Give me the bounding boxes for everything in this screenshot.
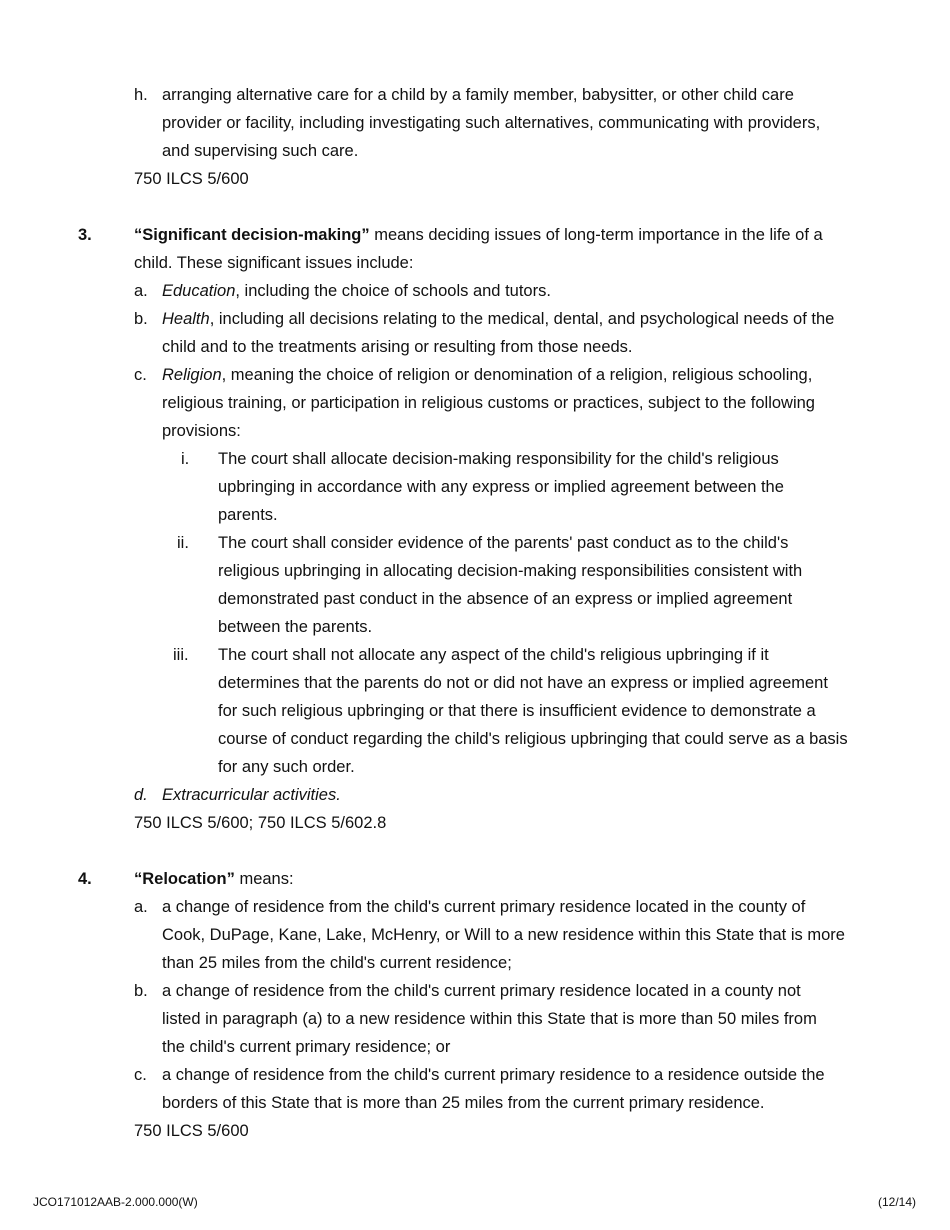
subitem-ii-line-3: demonstrated past conduct in the absence of an express or implied agreement (218, 590, 793, 608)
item-h-line-3: and supervising such care. (162, 142, 359, 160)
section-3-item-c-line-1 (162, 361, 812, 389)
section-3-heading (134, 221, 823, 249)
section-3-item-d: Extracurricular activities. (162, 786, 341, 804)
item-h-line-1: arranging alternative care for a child by a family member, babysitter, or other child care (162, 86, 794, 104)
citation-1: 750 ILCS 5/600 (134, 170, 249, 188)
subitem-iii-marker: iii. (173, 646, 189, 664)
subitem-i-line-3: parents. (218, 506, 278, 524)
subitem-ii-marker: ii. (177, 534, 189, 552)
citation-2: 750 ILCS 5/600; 750 ILCS 5/602.8 (134, 814, 387, 832)
section-4-item-c-line-2: borders of this State that is more than 25 miles from the current primary residence. (162, 1094, 765, 1112)
subitem-iii-line-1: The court shall not allocate any aspect of the child's religious upbringing if it (218, 646, 769, 664)
citation-3: 750 ILCS 5/600 (134, 1122, 249, 1140)
subitem-i-line-1: The court shall allocate decision-making responsibility for the child's religious (218, 450, 779, 468)
footer-page-number: (12/14) (877, 1195, 916, 1209)
subitem-i-line-2: upbringing in accordance with any express or implied agreement between the (218, 478, 784, 496)
section-4-item-b-line-1: a change of residence from the child's current primary residence located in a county not (162, 982, 801, 1000)
footer-doc-id: JCO171012AAB-2.000.000(W) (33, 1195, 198, 1209)
section-3-item-b-line-2: child and to the treatments arising or resulting from those needs. (162, 338, 633, 356)
item-h-line-2: provider or facility, including investigating such alternatives, communicating with providers, (162, 114, 821, 132)
section-3-item-a (162, 277, 551, 305)
section-4-item-b-marker: b. (134, 982, 148, 1000)
section-3-item-b-line-1 (162, 305, 834, 333)
section-3-term: “Significant decision-making” (134, 226, 370, 244)
subitem-iii-line-2: determines that the parents do not or did not have an express or implied agreement (218, 674, 828, 692)
section-4-item-b-line-3: the child's current primary residence; or (162, 1038, 451, 1056)
section-4-heading (134, 865, 294, 893)
section-4-item-a-line-3: than 25 miles from the child's current residence; (162, 954, 512, 972)
subitem-ii-line-2: religious upbringing in allocating decision-making responsibilities consistent with (218, 562, 803, 580)
subitem-iii-line-3: for such religious upbringing or that there is insufficient evidence to demonstrate a (218, 702, 816, 720)
section-3-line-2: child. These significant issues include: (134, 254, 414, 272)
section-3-item-c-marker: c. (134, 366, 147, 384)
section-3-item-a-marker: a. (134, 282, 148, 300)
section-3-item-b-marker: b. (134, 310, 148, 328)
section-3-item-d-marker: d. (134, 786, 148, 804)
subitem-iii-line-4: course of conduct regarding the child's religious upbringing that could serve as a basis (218, 730, 848, 748)
section-4-item-a-line-2: Cook, DuPage, Kane, Lake, McHenry, or Will to a new residence within this State that is more (162, 926, 845, 944)
section-3-item-c-rest: , meaning the choice of religion or denomination of a religion, religious schooling, (221, 366, 813, 384)
section-3-item-b-rest: , including all decisions relating to the medical, dental, and psychological needs of the (209, 310, 835, 328)
section-4-item-a-marker: a. (134, 898, 148, 916)
section-4-item-b-line-2: listed in paragraph (a) to a new residence within this State that is more than 50 miles from (162, 1010, 817, 1028)
section-3-item-a-rest: , including the choice of schools and tutors. (235, 282, 551, 300)
section-4-item-c-line-1: a change of residence from the child's current primary residence to a residence outside the (162, 1066, 825, 1084)
subitem-iii-line-5: for any such order. (218, 758, 355, 776)
section-4-number: 4. (78, 870, 92, 888)
section-3-item-c-line-2: religious training, or participation in religious customs or practices, subject to the following (162, 394, 815, 412)
subitem-ii-line-1: The court shall consider evidence of the parents' past conduct as to the child's (218, 534, 789, 552)
section-3-item-c-term: Religion (162, 366, 222, 384)
section-3-item-b-term: Health (162, 310, 210, 328)
subitem-ii-line-4: between the parents. (218, 618, 373, 636)
section-3-item-c-line-3: provisions: (162, 422, 241, 440)
section-4-term: “Relocation” (134, 870, 235, 888)
section-3-line-1-rest: means deciding issues of long-term importance in the life of a (369, 226, 823, 244)
section-3-item-a-term: Education (162, 282, 236, 300)
section-3-number: 3. (78, 226, 92, 244)
section-4-rest: means: (234, 870, 294, 888)
item-h-marker: h. (134, 86, 148, 104)
section-4-item-a-line-1: a change of residence from the child's current primary residence located in the county of (162, 898, 806, 916)
section-4-item-c-marker: c. (134, 1066, 147, 1084)
subitem-i-marker: i. (181, 450, 190, 468)
